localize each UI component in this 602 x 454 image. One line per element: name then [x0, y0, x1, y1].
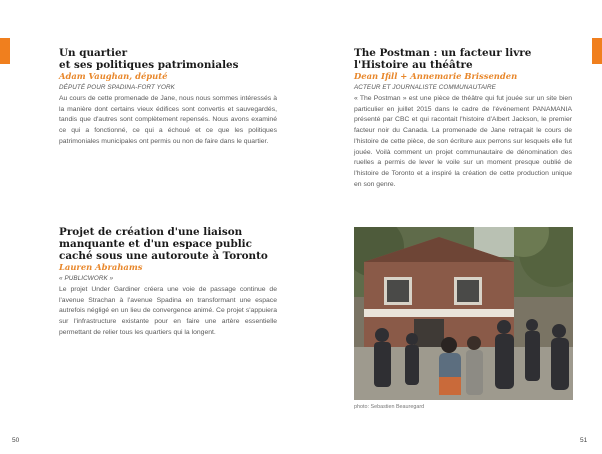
page-number-left: 50: [12, 437, 20, 444]
article-author: Lauren Abrahams: [59, 262, 143, 272]
photo-illustration: [354, 227, 573, 400]
article-the-postman: [354, 47, 572, 190]
article-author: Dean Ifill + Annemarie Brissenden: [354, 71, 518, 81]
article-body: Le projet Under Gardiner créera une voie de passage continue de l'avenue Strachan à l'avenue Spadina en transformant une espace autrefois négligé en un lieu de convergence animé. Ce projet s'appuiera sur l'infrastructure existante pour en faire une artère essentielle permettant de relier tous les quartiers qui la longent.: [59, 286, 277, 336]
title-line: manquante et d'un espace public: [59, 238, 252, 250]
title-line: Un quartier: [59, 47, 128, 59]
title-line: Projet de création d'une liaison: [59, 226, 243, 238]
article-title: [354, 47, 572, 71]
street-photo: [354, 227, 573, 400]
article-heritage-policies: [59, 47, 277, 148]
article-title: [59, 226, 277, 262]
article-title: [59, 47, 277, 71]
article-under-gardiner: [59, 226, 277, 339]
right-edge-tab: [592, 38, 602, 64]
article-author: Adam Vaughan, député: [59, 71, 168, 81]
title-line: et ses politiques patrimoniales: [59, 59, 239, 71]
article-author-role: « PUBLICWORK »: [59, 275, 114, 282]
left-edge-tab: [0, 38, 10, 64]
photo-caption: photo: Sebastien Beauregard: [354, 404, 425, 410]
article-author-role: DÉPUTÉ POUR SPADINA-FORT YORK: [59, 84, 175, 91]
article-body: « The Postman » est une pièce de théâtre qui fut jouée sur un site bien particulier en juillet 2015 dans le cadre de l'événement PANAMANIA présenté par CBC et qui racontait l'histoire d'Albert Jackson, le premier facteur noir du Canada. La promenade de Jane retraçait le cours de l'histoire de cette pièce, de son écriture aux perrons sur lesquels elle fut jouée. Voilà comment un projet communautaire de dénomination des ruelles a permis de lever le voile sur un moment presque oublié de l'histoire de Toronto et a inspiré la création de cette production unique en son genre.: [354, 95, 572, 188]
page-number-right: 51: [580, 437, 588, 444]
title-line: l'Histoire au théâtre: [354, 59, 473, 71]
article-author-role: ACTEUR ET JOURNALISTE COMMUNAUTAIRE: [354, 84, 496, 91]
title-line: caché sous une autoroute à Toronto: [59, 250, 268, 262]
title-line: The Postman : un facteur livre: [354, 47, 532, 59]
article-body: Au cours de cette promenade de Jane, nous nous sommes intéressés à la manière dont certains vieux édifices sont convertis et sauvegardés, tandis que d'autres sont complètement repensés. Nous avons examiné ce qui a fonctionné, ce qui a échoué et ce que les politiques patrimoniales municipales ont permis ou non de faire dans le quartier.: [59, 95, 277, 145]
